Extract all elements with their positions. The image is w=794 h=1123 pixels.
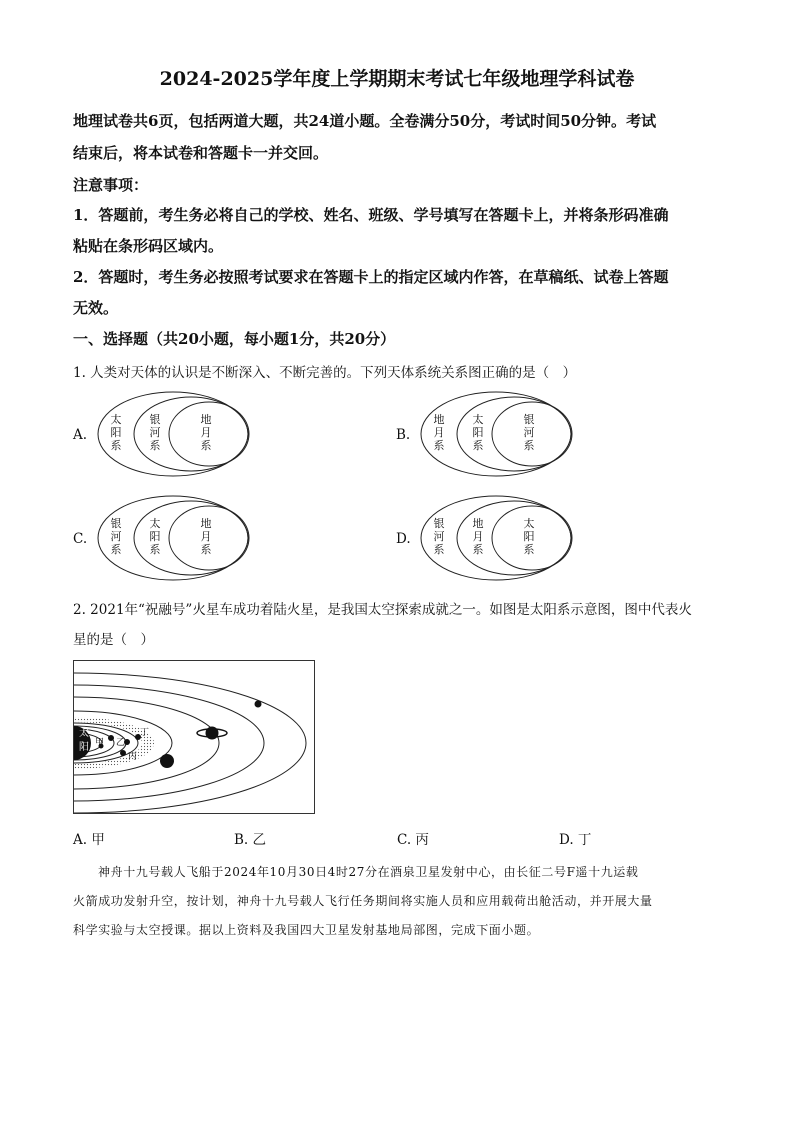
notes-heading: 注意事项： [73, 176, 149, 194]
intro-line-2: 结束后，将本试卷和答题卡一并交回。 [73, 144, 329, 162]
intro-line-1: 地理试卷共6页，包括两道大题，共24道小题。全卷满分50分，考试时间50分钟。考试 [73, 112, 657, 130]
question-1-options [73, 387, 753, 577]
option-c[interactable] [73, 491, 263, 585]
label-yi: 乙 [116, 738, 126, 748]
q2-option-d[interactable]: D. 丁 [559, 832, 592, 848]
exam-title: 2024-2025学年度上学期期末考试七年级地理学科试卷 [159, 68, 635, 90]
note-1-line-2: 粘贴在条形码区域内。 [73, 237, 224, 255]
option-d-inner-label: 太 阳 系 [523, 517, 535, 556]
note-2-line-2: 无效。 [73, 299, 119, 317]
question-1-stem: 1. 人类对天体的认识是不断深入、不断完善的。下列天体系统关系图正确的是（ ） [73, 365, 577, 381]
planet-bing [120, 750, 126, 756]
sun-label: 太 阳 [79, 728, 89, 753]
option-c-outer-label: 银 河 系 [110, 517, 122, 556]
label-ding: 丁 [140, 728, 150, 738]
label-bing: 丙 [128, 752, 138, 762]
planet-saturn [206, 727, 219, 740]
question-2-stem-line-2: 星的是（ ） [73, 632, 154, 648]
question-2-stem-line-1: 2. 2021年“祝融号”火星车成功着陆火星，是我国太空探索成就之一。如图是太阳系示意图，图中代表火 [73, 602, 692, 618]
option-a-middle-label: 银 河 系 [149, 413, 161, 452]
planet-jupiter [160, 754, 174, 768]
planet-uranus [255, 701, 262, 708]
passage-line-1: 神舟十九号载人飞船于2024年10月30日4时27分在酒泉卫星发射中心，由长征二号F遥十九运载 [98, 865, 639, 879]
option-d-outer-label: 银 河 系 [433, 517, 445, 556]
option-b-inner-label: 银 河 系 [523, 413, 535, 452]
option-b-outer-label: 地 月 系 [433, 413, 445, 452]
note-2-line-1: 2．答题时，考生务必按照考试要求在答题卡上的指定区域内作答，在草稿纸、试卷上答题 [73, 268, 669, 286]
option-c-inner-label: 地 月 系 [200, 517, 212, 556]
option-c-label: C. [73, 531, 88, 547]
planet-jia [108, 735, 114, 741]
note-1-line-1: 1．答题前，考生务必将自己的学校、姓名、班级、学号填写在答题卡上，并将条形码准确 [73, 206, 669, 224]
solar-system-diagram [73, 660, 315, 814]
section-1-heading: 一、选择题（共20小题，每小题1分，共20分） [73, 330, 396, 348]
option-a-inner-label: 地 月 系 [200, 413, 212, 452]
option-b-label: B. [396, 427, 411, 443]
passage-line-2: 火箭成功发射升空，按计划，神舟十九号载人飞行任务期间将实施人员和应用载荷出舱活动，并开展大量 [73, 894, 653, 908]
option-a[interactable] [73, 387, 263, 481]
option-a-label: A. [73, 427, 88, 443]
option-b[interactable] [396, 387, 586, 481]
option-d-middle-label: 地 月 系 [472, 517, 484, 556]
q2-option-a[interactable]: A. 甲 [73, 832, 105, 848]
label-jia: 甲 [95, 738, 105, 748]
option-c-middle-label: 太 阳 系 [149, 517, 161, 556]
option-a-outer-label: 太 阳 系 [110, 413, 122, 452]
q2-option-c[interactable]: C. 丙 [397, 832, 429, 848]
option-b-middle-label: 太 阳 系 [472, 413, 484, 452]
passage-line-3: 科学实验与太空授课。据以上资料及我国四大卫星发射基地局部图，完成下面小题。 [73, 923, 540, 937]
q2-option-b[interactable]: B. 乙 [234, 832, 267, 848]
option-d-label: D. [396, 531, 411, 547]
option-d[interactable] [396, 491, 586, 585]
